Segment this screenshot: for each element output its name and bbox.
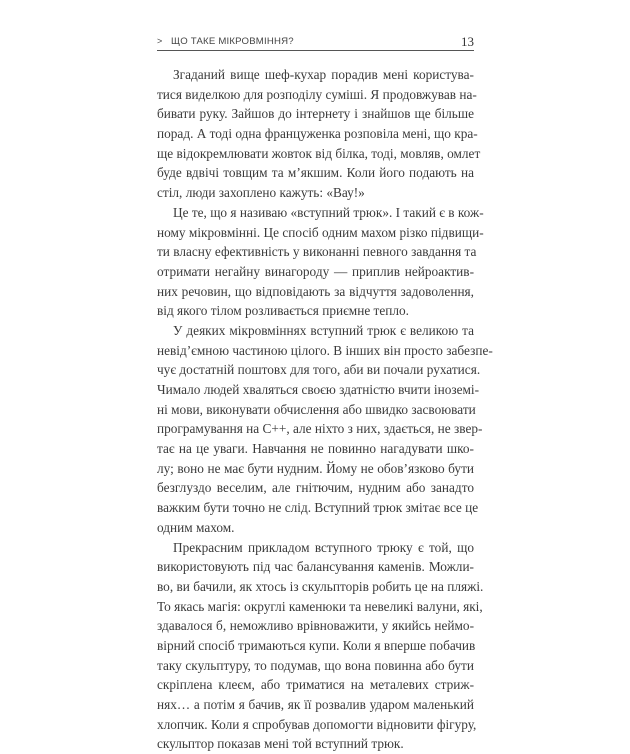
paragraph-line: хлопчик. Коли я спробував допомогти відновити фігуру, xyxy=(157,716,477,732)
paragraph-line: ще відокремлювати жовток від білка, тоді, мовляв, омлет xyxy=(157,145,481,161)
paragraph-line: таку скульптуру, то подумав, що вона повинна або бути xyxy=(157,657,474,673)
paragraph-first-line: У деяких мікровміннях вступний трюк є великою та xyxy=(173,322,474,338)
page-number: 13 xyxy=(461,34,474,49)
paragraph-line: бивати руку. Зайшов до інтернету і знайшов ще більше xyxy=(157,106,474,122)
paragraph-line: лу; воно не має бути нудним. Йому не обов’язково бути xyxy=(157,460,474,476)
paragraph-line: важким бути точно не слід. Вступний трюк змітає все це xyxy=(157,500,479,516)
paragraph-line: скульптор показав мені той вступний трюк. xyxy=(157,736,404,752)
paragraph-line: отримати негайну винагороду — приплив нейроактив- xyxy=(157,263,474,279)
paragraph-line: ти власну ефективність у виконанні певного завдання та xyxy=(157,244,477,260)
paragraph-line: стіл, люди захоплено кажуть: «Вау!» xyxy=(157,185,365,201)
paragraph-first-line: Це те, що я називаю «вступний трюк». І такий є в кож- xyxy=(173,204,484,220)
paragraph-line: во, ви бачили, як хтось із скульпторів робить це на пляжі. xyxy=(157,578,484,594)
paragraph-line: них речовин, що відповідають за відчуття задоволення, xyxy=(157,283,474,299)
chevron-right-icon: > xyxy=(157,36,163,46)
paragraph-line: ні мови, виконувати обчислення або швидко засвоювати xyxy=(157,401,476,417)
paragraph-first-line: Прекрасним прикладом вступного трюку є той, що xyxy=(173,539,474,555)
paragraph-first-line: Згаданий вище шеф-кухар порадив мені користува- xyxy=(173,67,474,82)
paragraph-line: здавалося б, неможливо врівноважити, у якийсь неймо- xyxy=(157,618,474,634)
paragraph-line: програмування на С++, але ніхто з них, здається, не звер- xyxy=(157,421,483,437)
paragraph-line: чує достатній поштовх для того, аби ви почали рухатися. xyxy=(157,362,481,378)
paragraph-line: Чимало людей хваляться своєю здатністю вчити іноземі- xyxy=(157,382,480,397)
paragraph-line: скріплена клеєм, або триматися на металевих стриж- xyxy=(157,677,474,693)
paragraph-line: тає на це уваги. Навчання не повинно нагадувати шко- xyxy=(157,441,474,457)
paragraph-line: використовують під час балансування каменів. Можли- xyxy=(157,559,474,575)
paragraph-line: від якого тілом розливається приємне тепло. xyxy=(157,303,409,319)
paragraph-line: тися виделкою для розподілу суміші. Я продовжував на- xyxy=(157,86,477,102)
paragraph-line: То якась магія: округлі каменюки та невеликі валуни, які, xyxy=(157,598,483,614)
paragraph-line: нях… а потім я бачив, як її розвалив ударом маленький xyxy=(157,697,474,712)
running-title: ЩО ТАКЕ МІКРОВМІННЯ? xyxy=(171,36,294,47)
paragraph-line: буде вдвічі товщим та м’якшим. Коли його подають на xyxy=(157,165,474,181)
body-text xyxy=(157,65,493,754)
paragraph-line: одним махом. xyxy=(157,519,235,535)
paragraph-line: безглуздо веселим, але гнітючим, нудним або занадто xyxy=(157,480,474,496)
paragraph-line: вірний спосіб тримаються купи. Коли я вперше побачив xyxy=(157,637,476,653)
paragraph-line: ному мікровмінні. Це спосіб одним махом різко підвищи- xyxy=(157,224,484,240)
running-header xyxy=(157,34,474,51)
paragraph-line: невід’ємною частиною цілого. В інших він просто забезпе- xyxy=(157,342,493,358)
paragraph-line: порад. А тоді одна француженка розповіла мені, що кра- xyxy=(157,126,478,142)
